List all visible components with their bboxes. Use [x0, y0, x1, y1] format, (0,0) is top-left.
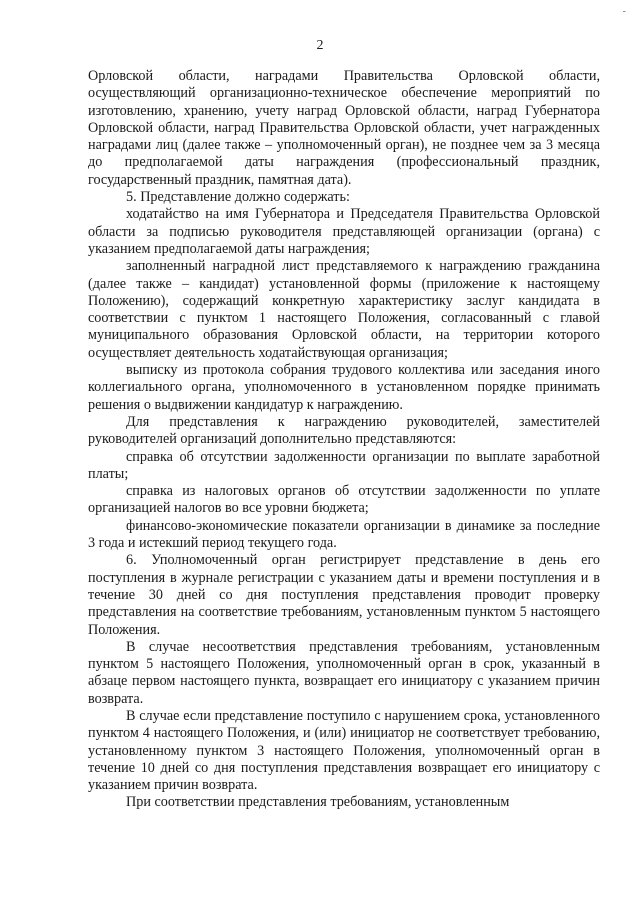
paragraph-late-submission: В случае если представление поступило с нарушением срока, установленного пунктом 4 настоящего Положения, и (или) инициатор не соответствует требованию, установленному пунктом 3 настоящего Положения, уполномоченный орган в течение 10 дней со дня поступления представления возвращает его инициатору с указанием причин возврата. — [88, 707, 600, 794]
paragraph-award-sheet: заполненный наградной лист представляемого к награждению гражданина (далее также – кандидат) установленной формы (приложение к настоящему Положению), содержащий конкретную характеристику заслуг кандидата в соответствии с пунктом 1 настоящего Положения, согласованный с главой муниципального образования Орловской области, на территории которого осуществляет деятельность ходатайствующая организация; — [88, 258, 600, 361]
paragraph-continuation: Орловской области, наградами Правительства Орловской области, осуществляющий организационно-техническое обеспечение мероприятий по изготовлению, хранению, учету наград Орловской области, наград Губернатора Орловской области, наград Правительства Орловской области, учет награжденных наградами лиц (далее также – уполномоченный орган), не позднее чем за 3 месяца до предполагаемой даты награждения (профессиональный праздник, государственный праздник, памятная дата). — [88, 68, 600, 188]
paragraph-item-5: 5. Представление должно содержать: — [126, 189, 350, 206]
paragraph-tax-certificate: справка из налоговых органов об отсутствии задолженности по уплате организацией налогов во все уровни бюджета; — [88, 483, 600, 517]
page-number: 2 — [316, 38, 324, 53]
paragraph-nonconformity: В случае несоответствия представления требованиям, установленным пунктом 5 настоящего Положения, уполномоченный орган в срок, указанный в абзаце первом настоящего пункта, возвращает его инициатору с указанием причин возврата. — [88, 638, 600, 707]
paragraph-managers: Для представления к награждению руководителей, заместителей руководителей организаций дополнительно представляются: — [88, 413, 600, 448]
paragraph-item-6: 6. Уполномоченный орган регистрирует представление в день его поступления в журнале регистрации с указанием даты и времени поступления и в течение 30 дней со дня поступления представления проводит проверку представления на соответствие требованиям, установленным пунктом 5 настоящего Положения. — [88, 552, 600, 638]
paragraph-conformity: При соответствии представления требованиям, установленным — [126, 794, 510, 811]
paragraph-protocol-extract: выписку из протокола собрания трудового коллектива или заседания иного коллегиального органа, уполномоченного в установленном порядке принимать решения о выдвижении кандидатур к награждению. — [88, 362, 600, 413]
corner-mark: - — [622, 6, 626, 17]
paragraph-salary-certificate: справка об отсутствии задолженности организации по выплате заработной платы; — [88, 448, 600, 482]
paragraph-petition: ходатайство на имя Губернатора и Председателя Правительства Орловской области за подписью руководителя представляющей организации (органа) с указанием предполагаемой даты награждения; — [88, 206, 600, 257]
paragraph-financial-indicators: финансово-экономические показатели организации в динамике за последние 3 года и истекший период текущего года. — [88, 517, 600, 552]
document-body — [88, 68, 600, 812]
